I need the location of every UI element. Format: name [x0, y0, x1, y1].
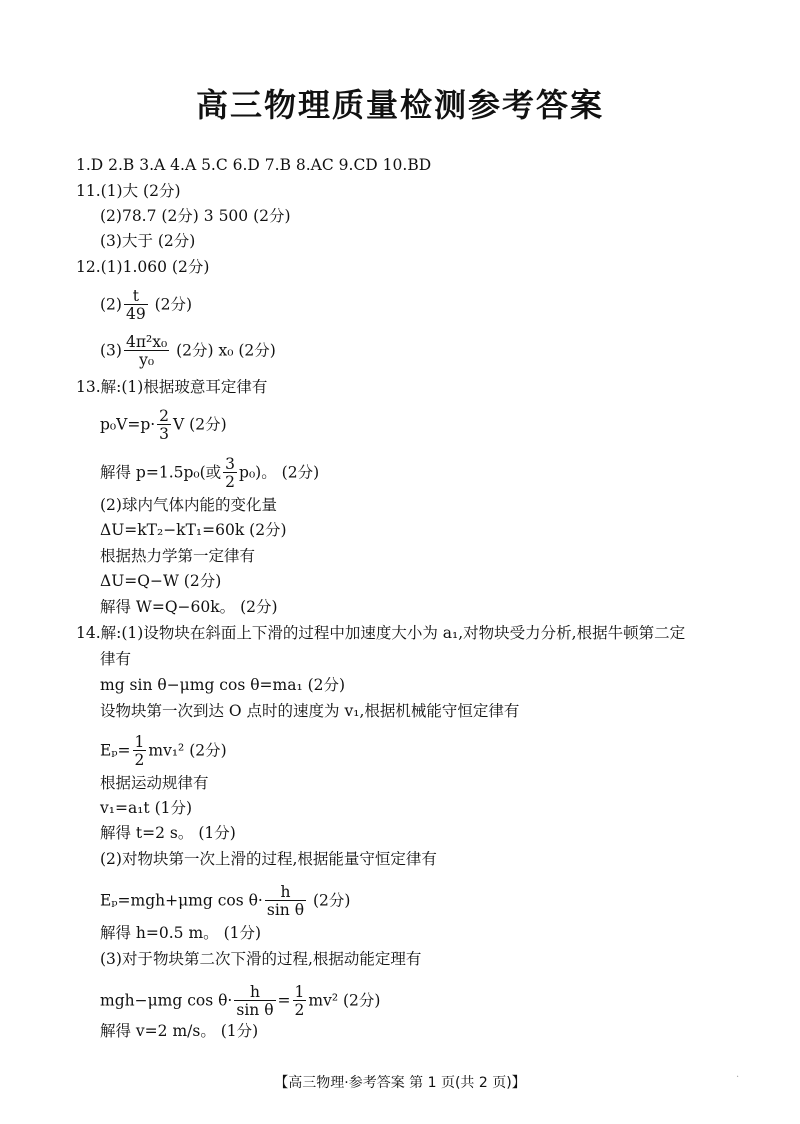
fraction-denominator: y₀	[139, 351, 155, 370]
q12-part2-prefix: (2)	[100, 295, 122, 314]
q14-line3: mg sin θ−μmg cos θ=ma₁ (2分)	[100, 676, 346, 694]
fraction-numerator: 2	[159, 407, 170, 425]
q14-line8: 解得 t=2 s。 (1分)	[100, 824, 236, 842]
q12-part3-prefix: (3)	[100, 341, 122, 360]
equation-text: mgh−μmg cos θ·	[100, 991, 233, 1010]
fraction-numerator: h	[265, 884, 306, 901]
q13-line8: 解得 W=Q−60k。 (2分)	[100, 598, 278, 616]
fraction	[133, 734, 147, 769]
fraction-numerator: 1	[134, 733, 145, 751]
page-title: 高三物理质量检测参考答案	[195, 86, 604, 124]
q14-line1: 14.解:(1)设物块在斜面上下滑的过程中加速度大小为 a₁,对物块受力分析,根据牛顿第二定	[76, 624, 686, 642]
multiple-choice-answers: 1.D 2.B 3.A 4.A 5.C 6.D 7.B 8.AC 9.CD 10.BD	[76, 156, 432, 174]
equation-text: mv₁² (2分)	[148, 741, 227, 760]
scan-artifact-dot: ·	[736, 1072, 740, 1083]
fraction	[234, 984, 275, 1019]
equation-text: V (2分)	[173, 415, 227, 434]
fraction-denominator: 49	[125, 305, 146, 324]
q12-part1: 12.(1)1.060 (2分)	[76, 258, 210, 276]
fraction-denominator: 2	[134, 751, 145, 770]
equation-text: p₀V=p·	[100, 415, 156, 434]
fraction	[223, 456, 237, 491]
fraction-numerator: 4π²x₀	[125, 333, 168, 351]
equation-text: 解得 p=1.5p₀(或	[100, 463, 222, 482]
q14-line2: 律有	[100, 650, 132, 668]
fraction-numerator: h	[234, 984, 275, 1001]
q14-kinetic-energy-equation	[100, 984, 380, 1019]
equation-text: (2分)	[308, 891, 351, 910]
q14-energy-equation	[100, 734, 227, 769]
q14-line14: 解得 v=2 m/s。 (1分)	[100, 1022, 259, 1040]
q12-part2-fraction	[124, 288, 148, 323]
q14-line4: 设物块第一次到达 O 点时的速度为 v₁,根据机械能守恒定律有	[100, 702, 520, 720]
q13-line1: 13.解:(1)根据玻意耳定律有	[76, 378, 268, 396]
equation-text: p₀)。 (2分)	[239, 463, 320, 482]
q13-result-pressure	[100, 456, 319, 491]
equation-text: mv² (2分)	[308, 991, 381, 1010]
q12-part2-score: (2分)	[149, 295, 193, 314]
fraction-numerator: t	[124, 288, 148, 305]
fraction	[157, 408, 171, 443]
q14-line11: 解得 h=0.5 m。 (1分)	[100, 924, 262, 942]
equation-text: =	[277, 991, 291, 1010]
page-footer: 【高三物理·参考答案 第 1 页(共 2 页)】	[274, 1075, 526, 1091]
q12-part3	[100, 334, 276, 369]
equation-text: Eₚ=	[100, 741, 131, 760]
fraction-denominator: sin θ	[266, 901, 305, 920]
fraction-denominator: 3	[159, 425, 170, 444]
q14-line12: (3)对于物块第二次下滑的过程,根据动能定理有	[100, 950, 422, 968]
fraction	[265, 884, 306, 919]
q11-part2: (2)78.7 (2分) 3 500 (2分)	[100, 207, 291, 225]
q13-equation-boyle	[100, 408, 227, 443]
q13-line4: (2)球内气体内能的变化量	[100, 496, 277, 514]
fraction-numerator: 1	[294, 983, 305, 1001]
q12-part2	[100, 288, 192, 323]
equation-text: Eₚ=mgh+μmg cos θ·	[100, 891, 263, 910]
fraction	[293, 984, 307, 1019]
q14-line7: v₁=a₁t (1分)	[100, 799, 193, 817]
fraction-denominator: 2	[294, 1001, 305, 1020]
q12-part3-fraction	[124, 334, 169, 369]
q14-energy-conservation-equation	[100, 884, 350, 919]
q12-part3-score: (2分) x₀ (2分)	[171, 341, 276, 360]
q11-part3: (3)大于 (2分)	[100, 232, 196, 250]
q14-line6: 根据运动规律有	[100, 774, 209, 792]
q13-line6: 根据热力学第一定律有	[100, 547, 256, 565]
fraction-numerator: 3	[225, 455, 236, 473]
q13-line5: ΔU=kT₂−kT₁=60k (2分)	[100, 521, 287, 539]
q14-line9: (2)对物块第一次上滑的过程,根据能量守恒定律有	[100, 850, 437, 868]
q11-part1: 11.(1)大 (2分)	[76, 182, 181, 200]
fraction-denominator: 2	[225, 473, 236, 492]
q13-line7: ΔU=Q−W (2分)	[100, 572, 222, 590]
fraction-denominator: sin θ	[236, 1001, 274, 1020]
